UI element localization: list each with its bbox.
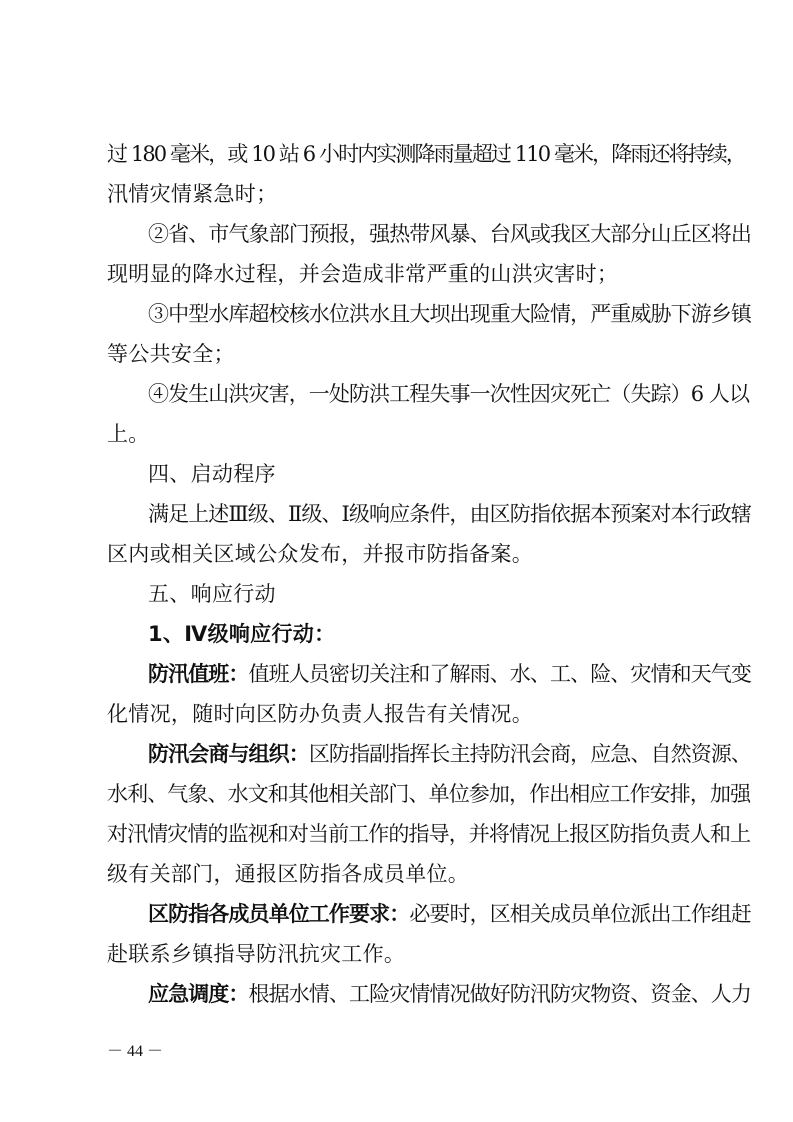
section-heading: 四、启动程序 (148, 462, 276, 486)
body-text-line: 赴联系乡镇指导防汛抗灾工作。 (107, 942, 406, 966)
labeled-paragraph (148, 902, 751, 926)
body-text-line: 满足上述Ⅲ级、Ⅱ级、Ⅰ级响应条件，由区防指依据本预案对本行政辖 (148, 502, 751, 526)
paragraph-label: 防汛值班： (148, 662, 249, 686)
list-item-text: 等公共安全； (107, 342, 235, 366)
paragraph-label: 应急调度： (148, 982, 249, 1006)
body-text-line: 汛情灾情紧急时； (107, 182, 278, 206)
body-text-line: 过 180 毫米，或 10 站 6 小时内实测降雨量超过 110 毫米，降雨还将持续， (107, 142, 745, 166)
body-text-line: 必要时，区相关成员单位派出工作组赶 (409, 902, 752, 926)
labeled-paragraph (148, 662, 751, 686)
body-text-line: 值班人员密切关注和了解雨、水、工、险、灾情和天气变 (248, 662, 751, 686)
body-text-line: 区内或相关区域公众发布，并报市防指备案。 (107, 542, 533, 566)
paragraph-label: 区防指各成员单位工作要求： (148, 902, 410, 926)
subsection-heading: 1、Ⅳ级响应行动： (148, 622, 336, 646)
list-item-text: 上。 (107, 422, 150, 446)
list-item-text: ③中型水库超校核水位洪水且大坝出现重大险情，严重威胁下游乡镇 (148, 302, 751, 326)
paragraph-label: 防汛会商与组织： (148, 742, 309, 766)
body-text-line: 级有关部门，通报区防指各成员单位。 (107, 862, 470, 886)
list-item-text: 现明显的降水过程，并会造成非常严重的山洪灾害时； (107, 262, 619, 286)
labeled-paragraph (148, 742, 751, 766)
list-item-text: ④发生山洪灾害，一处防洪工程失事一次性因灾死亡（失踪）6 人以 (148, 382, 750, 406)
body-text-line: 根据水情、工险灾情情况做好防汛防灾物资、资金、人力 (248, 982, 751, 1006)
body-text-line: 对汛情灾情的监视和对当前工作的指导，并将情况上报区防指负责人和上 (107, 822, 751, 846)
list-item-text: ②省、市气象部门预报，强热带风暴、台风或我区大部分山丘区将出 (148, 222, 751, 246)
section-heading: 五、响应行动 (148, 582, 276, 606)
labeled-paragraph (148, 982, 751, 1006)
page-number: － 44 － (107, 1043, 164, 1060)
body-text-line: 化情况，随时向区防办负责人报告有关情况。 (107, 702, 533, 726)
body-text-line: 水利、气象、水文和其他相关部门、单位参加，作出相应工作安排，加强 (107, 782, 751, 806)
body-text-line: 区防指副指挥长主持防汛会商，应急、自然资源、 (308, 742, 752, 766)
